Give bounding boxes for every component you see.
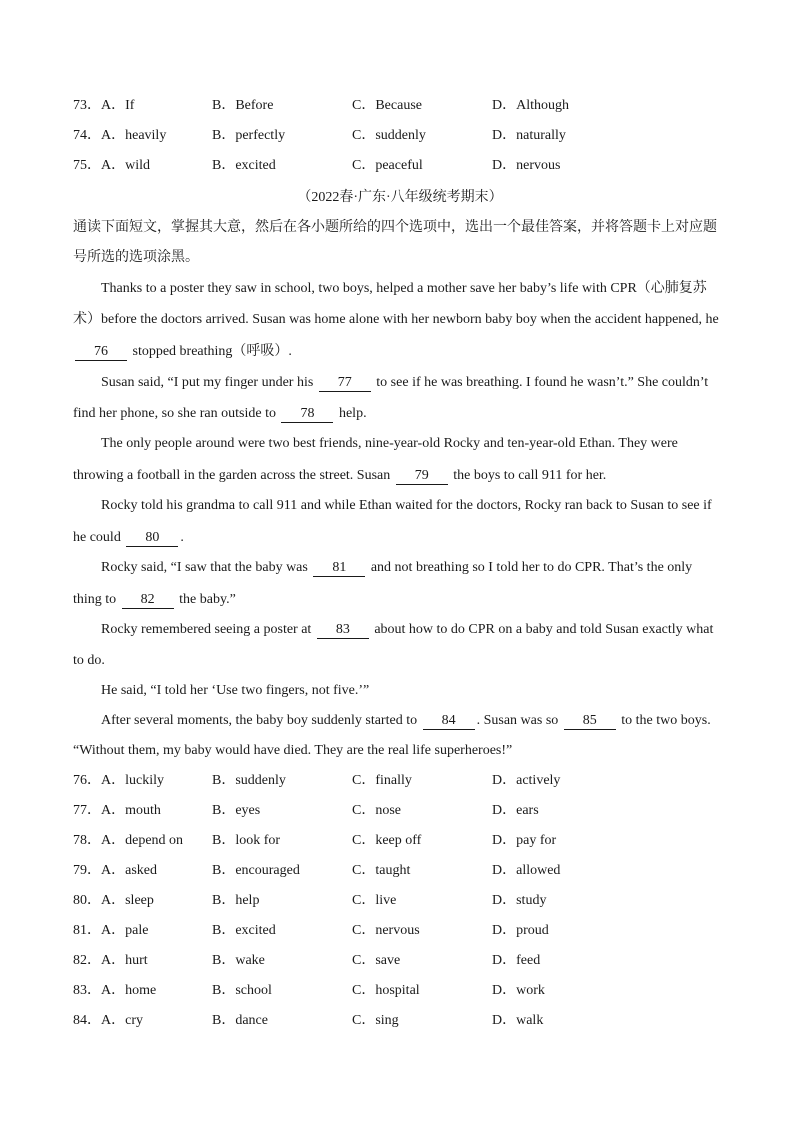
question-74 (73, 126, 753, 146)
option-a: 84．A．cry (73, 1013, 143, 1028)
option-b: B．perfectly (212, 128, 286, 143)
option-a: 80．A．sleep (73, 893, 154, 908)
option-a: 82．A．hurt (73, 953, 148, 968)
option-a: 81．A．pale (73, 923, 149, 938)
passage-line: 76 stopped breathing（呼吸）. (73, 342, 733, 362)
option-d: D．walk (492, 1013, 544, 1028)
option-d: D．pay for (492, 833, 557, 848)
option-c: C．suddenly (352, 128, 426, 143)
passage-line: Thanks to a poster they saw in school, two boys, helped a mother save her baby’s life with CPR（心肺复苏 (101, 281, 707, 296)
option-a: 73．A．If (73, 98, 135, 113)
option-c: C．nervous (352, 923, 420, 938)
option-a: 75．A．wild (73, 158, 150, 173)
option-b: B．suddenly (212, 773, 286, 788)
question-81 (73, 921, 753, 941)
option-d: D．allowed (492, 863, 561, 878)
passage-line: 术）before the doctors arrived. Susan was home alone with her newborn baby boy when the accident happened, he (73, 312, 719, 327)
passage-line: thing to 82 the baby.” (73, 592, 236, 607)
option-c: C．hospital (352, 983, 420, 998)
option-c: C．sing (352, 1013, 399, 1028)
section-title: （2022春·广东·八年级统考期末） (297, 190, 503, 205)
question-79 (73, 861, 753, 881)
blank-78: 78 (281, 406, 333, 423)
option-c: C．live (352, 893, 397, 908)
option-d: D．ears (492, 803, 539, 818)
question-84 (73, 1011, 753, 1031)
passage-line: The only people around were two best friends, nine-year-old Rocky and ten-year-old Ethan. They were (101, 436, 678, 451)
option-a: 79．A．asked (73, 863, 157, 878)
passage-line: throwing a football in the garden across the street. Susan 79 the boys to call 911 for her. (73, 468, 607, 483)
option-b: B．help (212, 893, 260, 908)
question-83 (73, 981, 753, 1001)
question-82 (73, 951, 753, 971)
option-b: B．excited (212, 158, 276, 173)
passage-line: to do. (73, 653, 105, 668)
blank-80: 80 (126, 530, 178, 547)
question-80 (73, 891, 753, 911)
option-b: B．encouraged (212, 863, 300, 878)
blank-83: 83 (317, 622, 369, 639)
option-d: D．naturally (492, 128, 566, 143)
option-d: D．feed (492, 953, 541, 968)
option-a: 78．A．depend on (73, 833, 184, 848)
option-c: C．taught (352, 863, 411, 878)
blank-76: 76 (75, 344, 127, 361)
question-75 (73, 156, 753, 176)
passage-line: “Without them, my baby would have died. They are the real life superheroes!” (73, 743, 513, 758)
blank-81: 81 (313, 560, 365, 577)
blank-82: 82 (122, 592, 174, 609)
instruction-line: 号所选的选项涂黑。 (73, 250, 199, 265)
option-b: B．excited (212, 923, 276, 938)
option-c: C．save (352, 953, 401, 968)
blank-85: 85 (564, 713, 616, 730)
passage-line: Rocky told his grandma to call 911 and while Ethan waited for the doctors, Rocky ran back to Susan to see if (101, 498, 712, 513)
passage-line: After several moments, the baby boy suddenly started to 84 . Susan was so 85 to the two boys. (101, 713, 711, 728)
question-77 (73, 801, 753, 821)
option-d: D．study (492, 893, 547, 908)
question-78 (73, 831, 753, 851)
option-c: C．finally (352, 773, 412, 788)
option-b: B．wake (212, 953, 265, 968)
option-c: C．keep off (352, 833, 422, 848)
passage-line: Susan said, “I put my finger under his 77 to see if he was breathing. I found he wasn’t.” She couldn’t (101, 375, 709, 390)
option-b: B．Before (212, 98, 274, 113)
passage-line: he could 80 . (73, 530, 184, 545)
option-d: D．actively (492, 773, 561, 788)
option-c: C．Because (352, 98, 422, 113)
option-b: B．look for (212, 833, 281, 848)
passage-line: Rocky remembered seeing a poster at 83 about how to do CPR on a baby and told Susan exactly what (101, 622, 714, 637)
option-d: D．proud (492, 923, 549, 938)
instruction-line: 通读下面短文，掌握其大意，然后在各小题所给的四个选项中，选出一个最佳答案，并将答题卡上对应题 (73, 220, 717, 235)
option-a: 77．A．mouth (73, 803, 161, 818)
option-a: 83．A．home (73, 983, 157, 998)
passage-line: find her phone, so she ran outside to 78 help. (73, 406, 367, 421)
option-d: D．nervous (492, 158, 561, 173)
option-b: B．school (212, 983, 272, 998)
option-d: D．work (492, 983, 545, 998)
option-c: C．peaceful (352, 158, 423, 173)
option-a: 76．A．luckily (73, 773, 164, 788)
blank-77: 77 (319, 375, 371, 392)
option-b: B．eyes (212, 803, 261, 818)
question-73 (73, 96, 753, 116)
option-b: B．dance (212, 1013, 268, 1028)
option-d: D．Although (492, 98, 569, 113)
option-c: C．nose (352, 803, 401, 818)
question-76 (73, 771, 753, 791)
option-a: 74．A．heavily (73, 128, 167, 143)
blank-79: 79 (396, 468, 448, 485)
blank-84: 84 (423, 713, 475, 730)
passage-line: He said, “I told her ‘Use two fingers, not five.’” (101, 683, 370, 698)
passage-line: Rocky said, “I saw that the baby was 81 and not breathing so I told her to do CPR. That’s the only (101, 560, 693, 575)
